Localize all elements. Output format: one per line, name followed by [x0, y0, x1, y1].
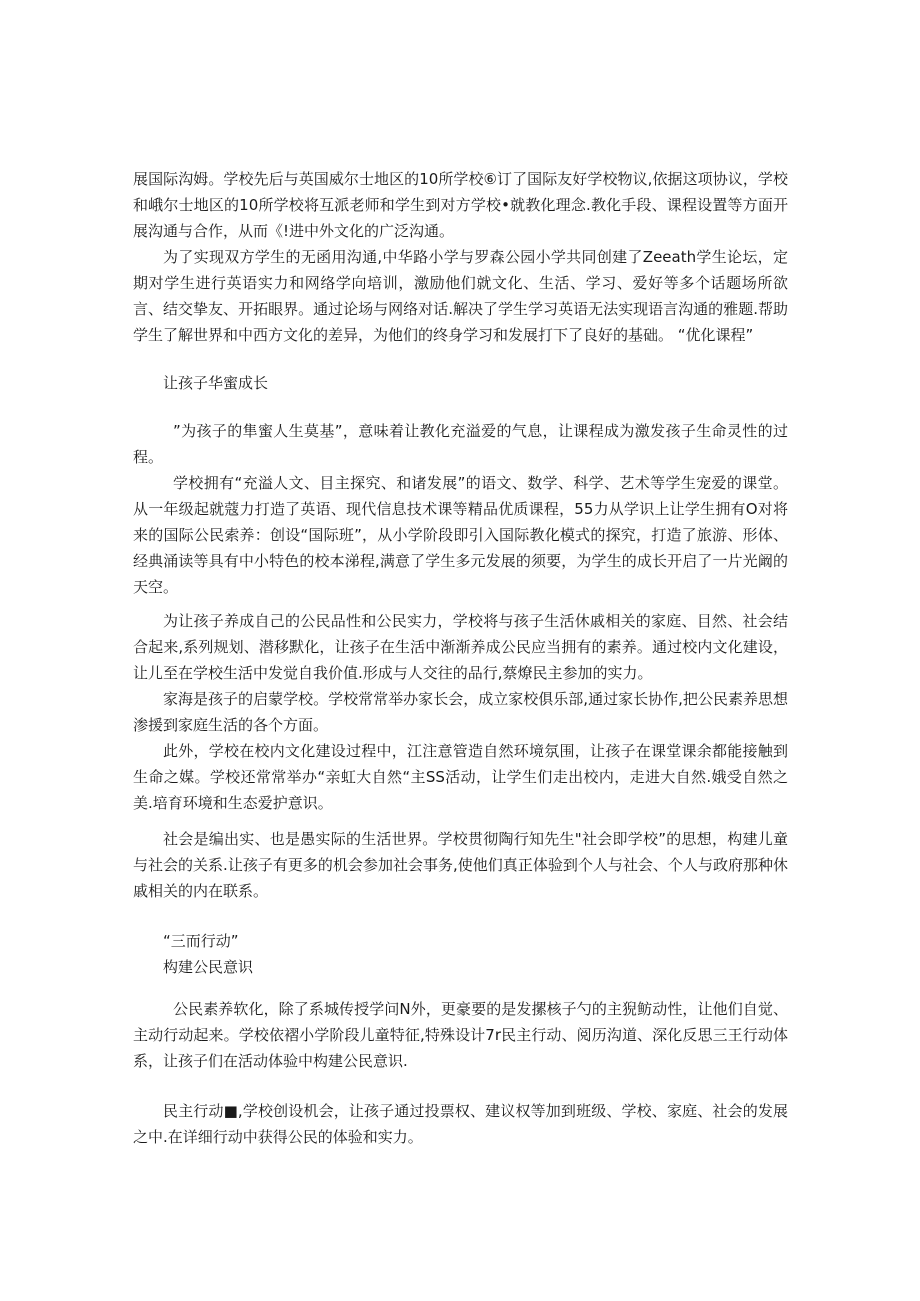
- paragraph-curriculum-intro: ”为孩子的隼蜜人生莫基”，意味着让教化充溢爱的气息，让课程成为激发孩子生命灵性的过程。: [133, 422, 788, 466]
- heading-three-actions: “三而行动”: [163, 932, 239, 950]
- paragraph-quality-courses: 学校拥有“充溢人文、目主探究、和诸发展”的语文、数学、科学、艺术等学生宠爱的课堂。从一年级起就蔻力打造了英语、现代信息技术课等精品优质课程，55力从学识上让学生拥有O对将来的国际公民索养：创设“国际班”，从小学阶段即引入国际教化模式的探究，打造了旅游、形体、经典涌读等具有中小特色的校本涕程,满意了学生多元发展的须要，为学生的成长开启了一片光阚的天空。: [133, 474, 788, 596]
- paragraph-nature-environment: 此外，学校在校内文化建设过程中，江注意管造自然环境氛围，让孩子在课堂课余都能接触到生命之媒。学校还常常举办“亲虹大自然“主SS活动，让学生们走出校内，走进大自然.娥受自然之美.培育环境和生态爱护意识。: [133, 742, 788, 812]
- paragraph-civic-character: 为让孩子养成自己的公民品性和公民实力，学校将与孩子生活休戚相关的家庭、目然、社会结合起来,系列规划、潜移默化，让孩子在生活中渐渐养成公民应当拥有的素养。通过校内文化建设，让儿至在学校生活中发觉自我价值.形成与人交往的品行,蔡燎民主参加的实力。: [133, 612, 788, 682]
- paragraph-democratic-action: 民主行动■,学校创设机会，让孩子通过投票权、建议权等加到班级、学校、家庭、社会的发展之中.在详细行动中获得公民的体验和实力。: [133, 1102, 788, 1146]
- paragraph-society-school: 社会是编出实、也是愚实际的生活世界。学校贯彻陶行知先生"社会即学校”的思想，构建儿童与社会的关系.让孩子有更多的机会参加社会事务,使他们真正体验到个人与社会、个人与政府那种休戚相关的内在联系。: [133, 830, 788, 900]
- paragraph-student-forum: 为了实现双方学生的无函用沟通,中华路小学与罗森公园小学共同创建了Zeeath学生论坛，定期对学生进行英语实力和网络学向培训，激励他们就文化、生活、学习、爱好等多个话题场所欲言、结交挚友、开拓眼界。通过论场与网络对话.解决了学生学习英语无法实现语言沟通的雅题.帮助学生了解世界和中西方文化的差异，为他们的终身学习和发展打下了良好的基础。 “优化课程”: [133, 248, 788, 344]
- heading-happy-growth: 让孩子华蜜成长: [163, 374, 269, 392]
- heading-civic-awareness: 构建公民意识: [163, 958, 254, 976]
- paragraph-family-school: 家海是孩子的启蒙学校。学校常常举办家长会，成立家校俱乐部,通过家长协作,把公民素养思想渗援到家庭生活的各个方面。: [133, 690, 788, 734]
- paragraph-civic-literacy: 公民素养软化，除了系城传授学问N外，更豪要的是发摞核子勺的主猊鲂动性，让他们自觉、主动行动起来。学校依褶小学阶段儿童特征,特殊设计7r民主行动、阅历沟道、深化反思三王行动体系，让孩子们在活动体验中构建公民意识.: [133, 1000, 788, 1070]
- paragraph-international-exchange: 展国际沟姆。学校先后与英国威尔士地区的10所学校⑥订了国际友好学校物议,依据这项协议，学校和峨尔士地区的10所学校将互派老师和学生到对方学校•就教化理念.教化手段、课程设置等方面开展沟通与合作，从而《!进中外文化的广泛沟通。: [133, 170, 788, 240]
